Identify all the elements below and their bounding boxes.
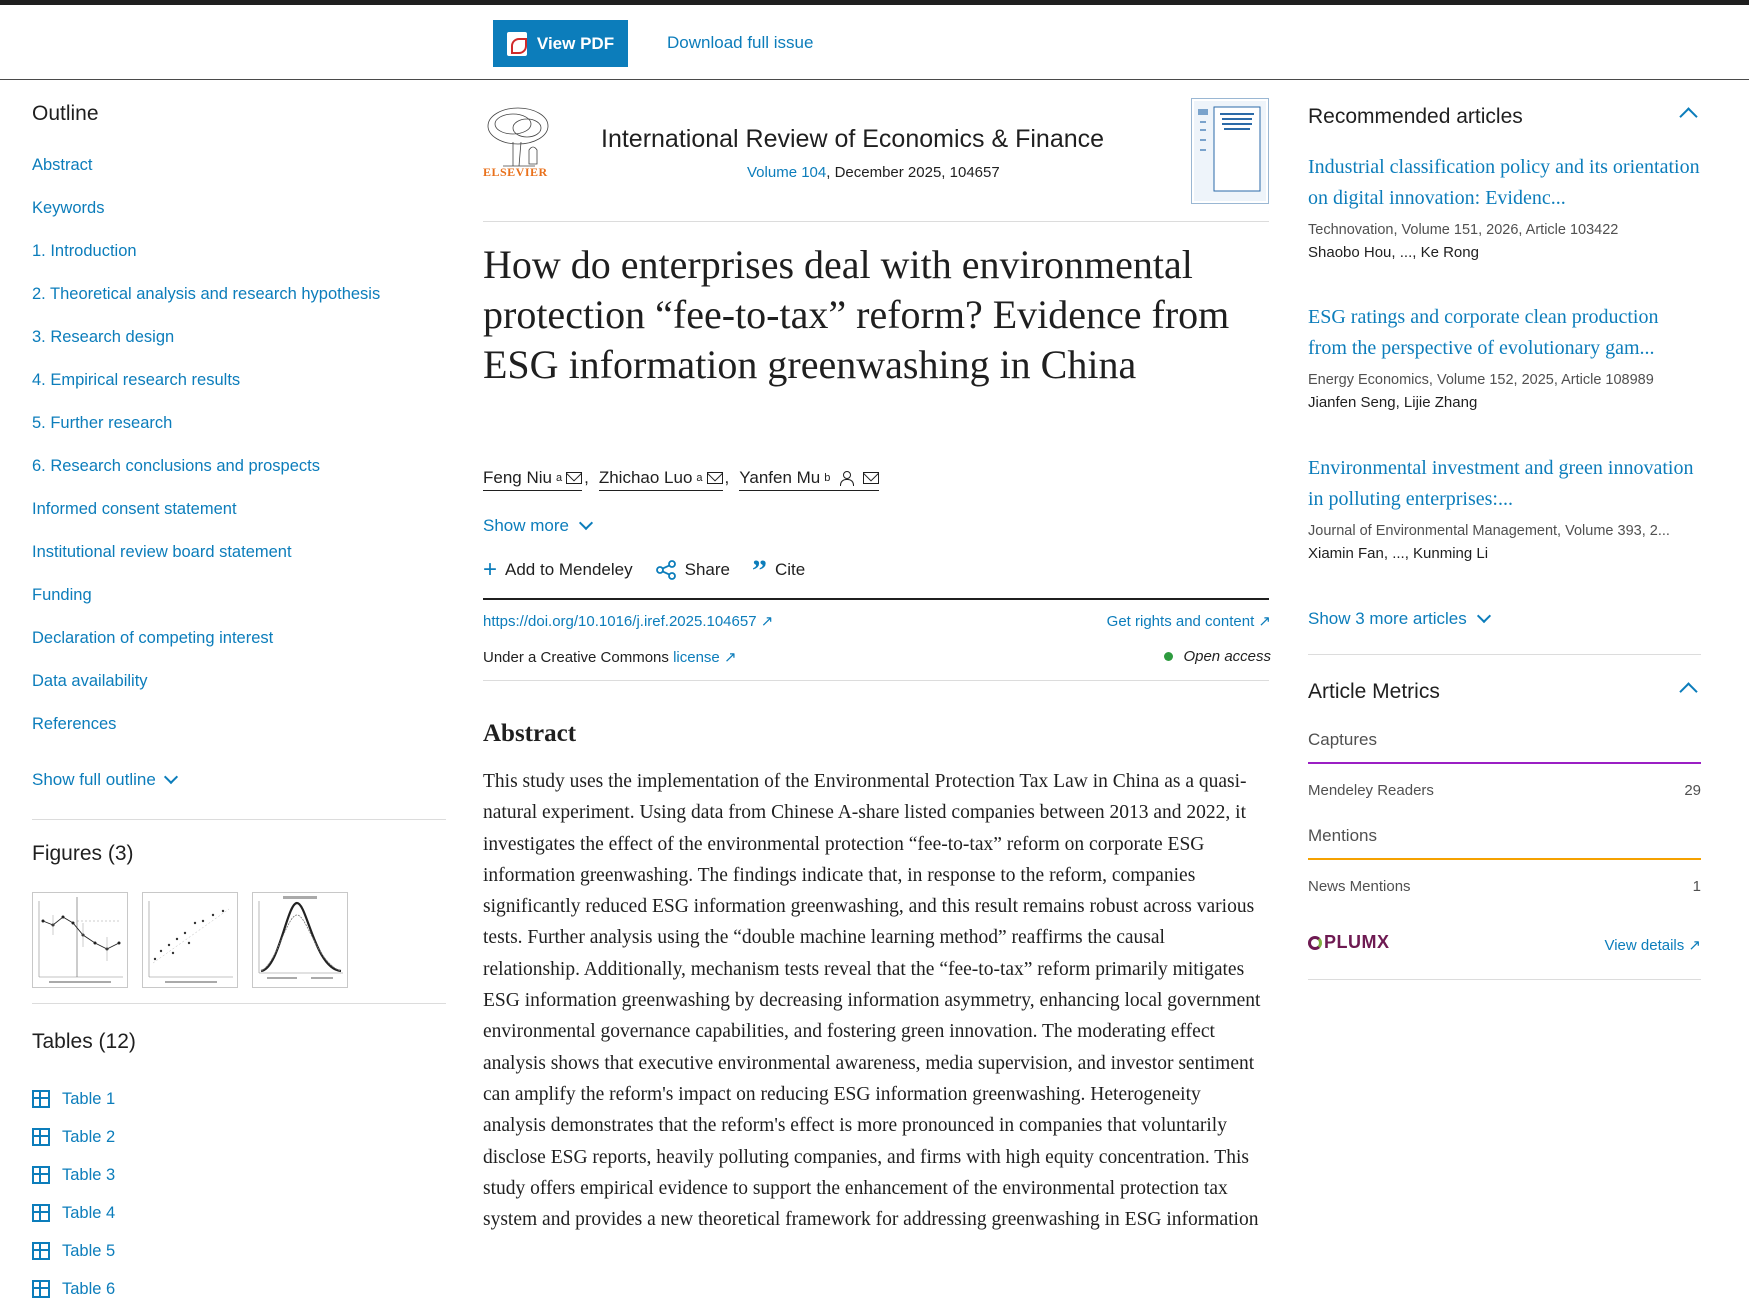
outline-item[interactable]: 4. Empirical research results	[32, 371, 241, 389]
journal-cover-thumbnail[interactable]	[1191, 98, 1269, 204]
recommended-article-title[interactable]: Industrial classification policy and its orientation on digital innovation: Evidenc...	[1308, 156, 1700, 209]
cite-button[interactable]	[751, 554, 806, 587]
recommended-article-authors: Jianfen Seng, Lijie Zhang	[1308, 394, 1478, 411]
figure-thumbnail[interactable]	[142, 892, 238, 988]
divider	[483, 221, 1269, 222]
table-label: Table 4	[62, 1203, 116, 1222]
share-icon	[655, 560, 677, 580]
share-label: Share	[684, 560, 730, 579]
doi-link[interactable]: https://doi.org/10.1016/j.iref.2025.104657 ↗	[483, 613, 774, 630]
outline-item[interactable]: Abstract	[32, 156, 93, 174]
author-list	[483, 468, 879, 491]
journal-issue-info	[747, 164, 1000, 181]
figure-1-preview	[33, 893, 127, 987]
article-title: How do enterprises deal with environmental protection “fee-to-tax” reform? Evidence from ESG information greenwashing in China	[483, 242, 1230, 387]
outline-item[interactable]: Funding	[32, 586, 92, 604]
divider	[483, 598, 1269, 600]
tables-title: Tables (12)	[32, 1030, 136, 1053]
license-link[interactable]: license ↗	[673, 649, 737, 666]
download-full-issue-link[interactable]: Download full issue	[667, 33, 814, 52]
divider	[483, 680, 1269, 681]
quote-icon: ”	[751, 554, 767, 587]
table-link[interactable]	[32, 1270, 115, 1301]
divider	[1308, 979, 1701, 980]
show-more-button[interactable]	[483, 516, 591, 536]
table-grid-icon	[32, 1090, 50, 1108]
table-link[interactable]	[32, 1118, 115, 1156]
volume-link[interactable]: Volume 104	[747, 164, 827, 181]
plumx-wordmark: PLUMX	[1324, 932, 1390, 952]
news-mentions-value: 1	[1692, 878, 1701, 895]
show-full-outline-label: Show full outline	[32, 770, 156, 789]
mendeley-readers-value: 29	[1684, 782, 1701, 799]
elsevier-wordmark: ELSEVIER	[483, 165, 548, 179]
figure-2-preview	[143, 893, 237, 987]
show-more-articles-button[interactable]	[1308, 609, 1489, 629]
figure-thumbnail[interactable]	[252, 892, 348, 988]
envelope-icon	[863, 472, 879, 484]
table-grid-icon	[32, 1242, 50, 1260]
recommended-article-title[interactable]: ESG ratings and corporate clean production from the perspective of evolutionary gam...	[1308, 306, 1659, 359]
author-separator: ,	[584, 468, 589, 487]
chevron-up-icon[interactable]	[1679, 107, 1697, 125]
recommended-title: Recommended articles	[1308, 105, 1523, 128]
affiliation-sup: b	[824, 472, 831, 484]
cite-label: Cite	[774, 560, 806, 579]
recommended-article-authors: Xiamin Fan, ..., Kunming Li	[1308, 545, 1489, 562]
recommended-article	[1308, 302, 1701, 411]
author-link[interactable]	[739, 468, 879, 491]
outline-item[interactable]: 3. Research design	[32, 328, 175, 346]
envelope-icon	[566, 472, 582, 484]
affiliation-sup: a	[696, 472, 703, 484]
creative-commons-notice	[483, 648, 737, 666]
table-link[interactable]	[32, 1232, 115, 1270]
share-button[interactable]	[655, 560, 730, 580]
outline-list	[32, 150, 380, 752]
author-link[interactable]	[483, 468, 582, 491]
figure-thumbnail[interactable]	[32, 892, 128, 988]
pdf-icon	[507, 32, 527, 56]
outline-item[interactable]: References	[32, 715, 117, 733]
recommended-article-authors: Shaobo Hou, ..., Ke Rong	[1308, 244, 1479, 261]
view-pdf-label: View PDF	[536, 33, 615, 53]
get-rights-link[interactable]: Get rights and content ↗	[1106, 613, 1271, 630]
abstract-text: This study uses the implementation of the Environmental Protection Tax Law in China as a quasi-natural experiment. Using data from Chinese A-share listed companies between 2013 and 2022, it investigates the effect of the environmental protection “fee-to-tax” reform on corporate ESG information greenwashing. The findings indicate that, in response to the reform, companies significantly reduced ESG information greenwashing, and this result remains robust across various tests. Further analysis using the “double machine learning method” reaffirms the causal relationship. Additionally, mechanism tests reveal that the “fee-to-tax” reform primarily mitigates ESG information greenwashing by decreasing information asymmetry, enhancing local government environmental governance capabilities, and fostering green innovation. The moderating effect analysis shows that executive environmental awareness, media supervision, and investor sentiment can amplify the reform's impact on reducing ESG information greenwashing. Heterogeneity analysis demonstrates that the reform's effect is more pronounced in companies that voluntarily disclose ESG reports, heavily polluting companies, and firms with high equity concentration. This study offers empirical evidence to support the enhancement of the environmental protection tax system and provides a new theoretical framework for addressing greenwashing in ESG information	[483, 771, 1261, 1231]
envelope-icon	[707, 472, 723, 484]
chevron-up-icon[interactable]	[1679, 682, 1697, 700]
chevron-down-icon	[579, 516, 593, 530]
outline-item[interactable]: Institutional review board statement	[32, 543, 292, 561]
cc-prefix: Under a Creative Commons	[483, 649, 674, 666]
view-pdf-button[interactable]	[493, 20, 628, 67]
outline-item[interactable]: Declaration of competing interest	[32, 629, 274, 647]
recommended-article-source: Energy Economics, Volume 152, 2025, Article 108989	[1308, 372, 1654, 388]
table-grid-icon	[32, 1166, 50, 1184]
author-name: Yanfen Mu	[739, 468, 821, 487]
journal-name[interactable]: International Review of Economics & Finance	[601, 125, 1105, 153]
table-grid-icon	[32, 1204, 50, 1222]
add-to-mendeley-button[interactable]	[483, 556, 633, 583]
table-link[interactable]	[32, 1080, 115, 1118]
recommended-article-title[interactable]: Environmental investment and green innovation in polluting enterprises:...	[1308, 457, 1694, 510]
table-label: Table 5	[62, 1241, 116, 1260]
figures-title: Figures (3)	[32, 842, 134, 865]
captures-label: Captures	[1308, 730, 1377, 749]
table-grid-icon	[32, 1280, 50, 1298]
article-metrics-title: Article Metrics	[1308, 680, 1440, 703]
article-toolbar	[0, 5, 1749, 80]
outline-item[interactable]: Data availability	[32, 672, 148, 690]
author-name: Feng Niu	[483, 468, 552, 487]
plus-icon: +	[483, 556, 498, 583]
recommended-article	[1308, 453, 1701, 562]
chevron-down-icon	[164, 770, 178, 784]
view-details-link[interactable]: View details ↗	[1604, 937, 1701, 954]
open-access-dot-icon	[1164, 652, 1173, 661]
outline-item[interactable]: Keywords	[32, 199, 105, 217]
mentions-label: Mentions	[1308, 826, 1377, 845]
divider	[32, 1003, 446, 1004]
show-more-label: Show more	[483, 516, 569, 535]
table-label: Table 1	[62, 1089, 116, 1108]
open-access-label: Open access	[1183, 648, 1271, 665]
figure-3-preview	[253, 893, 347, 987]
table-grid-icon	[32, 1128, 50, 1146]
issue-details: , December 2025, 104657	[826, 164, 1000, 181]
outline-title: Outline	[32, 102, 99, 125]
table-link[interactable]	[32, 1156, 115, 1194]
person-icon	[840, 471, 853, 485]
divider	[1308, 654, 1701, 655]
author-separator: ,	[724, 468, 730, 487]
table-label: Table 2	[62, 1127, 116, 1146]
news-mentions-label: News Mentions	[1308, 878, 1411, 895]
divider	[32, 819, 446, 820]
table-label: Table 6	[62, 1279, 116, 1298]
outline-item[interactable]: 6. Research conclusions and prospects	[32, 457, 320, 475]
tables-list	[32, 1080, 115, 1301]
mendeley-readers-label: Mendeley Readers	[1308, 782, 1434, 799]
open-access-badge	[1164, 648, 1271, 665]
plumx-icon	[1308, 936, 1322, 950]
news-mentions-row	[1308, 878, 1701, 895]
show-full-outline-button[interactable]	[32, 770, 176, 790]
outline-item[interactable]: Informed consent statement	[32, 500, 237, 518]
recommended-article	[1308, 152, 1701, 261]
outline-item[interactable]: 5. Further research	[32, 414, 173, 432]
mendeley-readers-row	[1308, 782, 1701, 799]
mentions-bar	[1308, 858, 1701, 860]
author-name: Zhichao Luo	[598, 468, 693, 487]
author-link[interactable]	[599, 468, 723, 491]
abstract-heading: Abstract	[483, 720, 577, 747]
outline-item[interactable]: 1. Introduction	[32, 242, 137, 260]
captures-bar	[1308, 762, 1701, 764]
add-to-mendeley-label: Add to Mendeley	[505, 560, 633, 579]
show-more-articles-label: Show 3 more articles	[1308, 609, 1467, 628]
affiliation-sup: a	[555, 472, 563, 484]
plumx-logo[interactable]	[1308, 932, 1390, 953]
journal-cover-art	[1192, 99, 1268, 203]
table-label: Table 3	[62, 1165, 116, 1184]
article-actions	[483, 554, 806, 587]
table-link[interactable]	[32, 1194, 115, 1232]
outline-item[interactable]: 2. Theoretical analysis and research hypothesis	[32, 285, 381, 303]
chevron-down-icon	[1477, 609, 1491, 623]
recommended-article-source: Journal of Environmental Management, Volume 393, 2...	[1308, 523, 1670, 539]
recommended-article-source: Technovation, Volume 151, 2026, Article 103422	[1308, 222, 1619, 238]
